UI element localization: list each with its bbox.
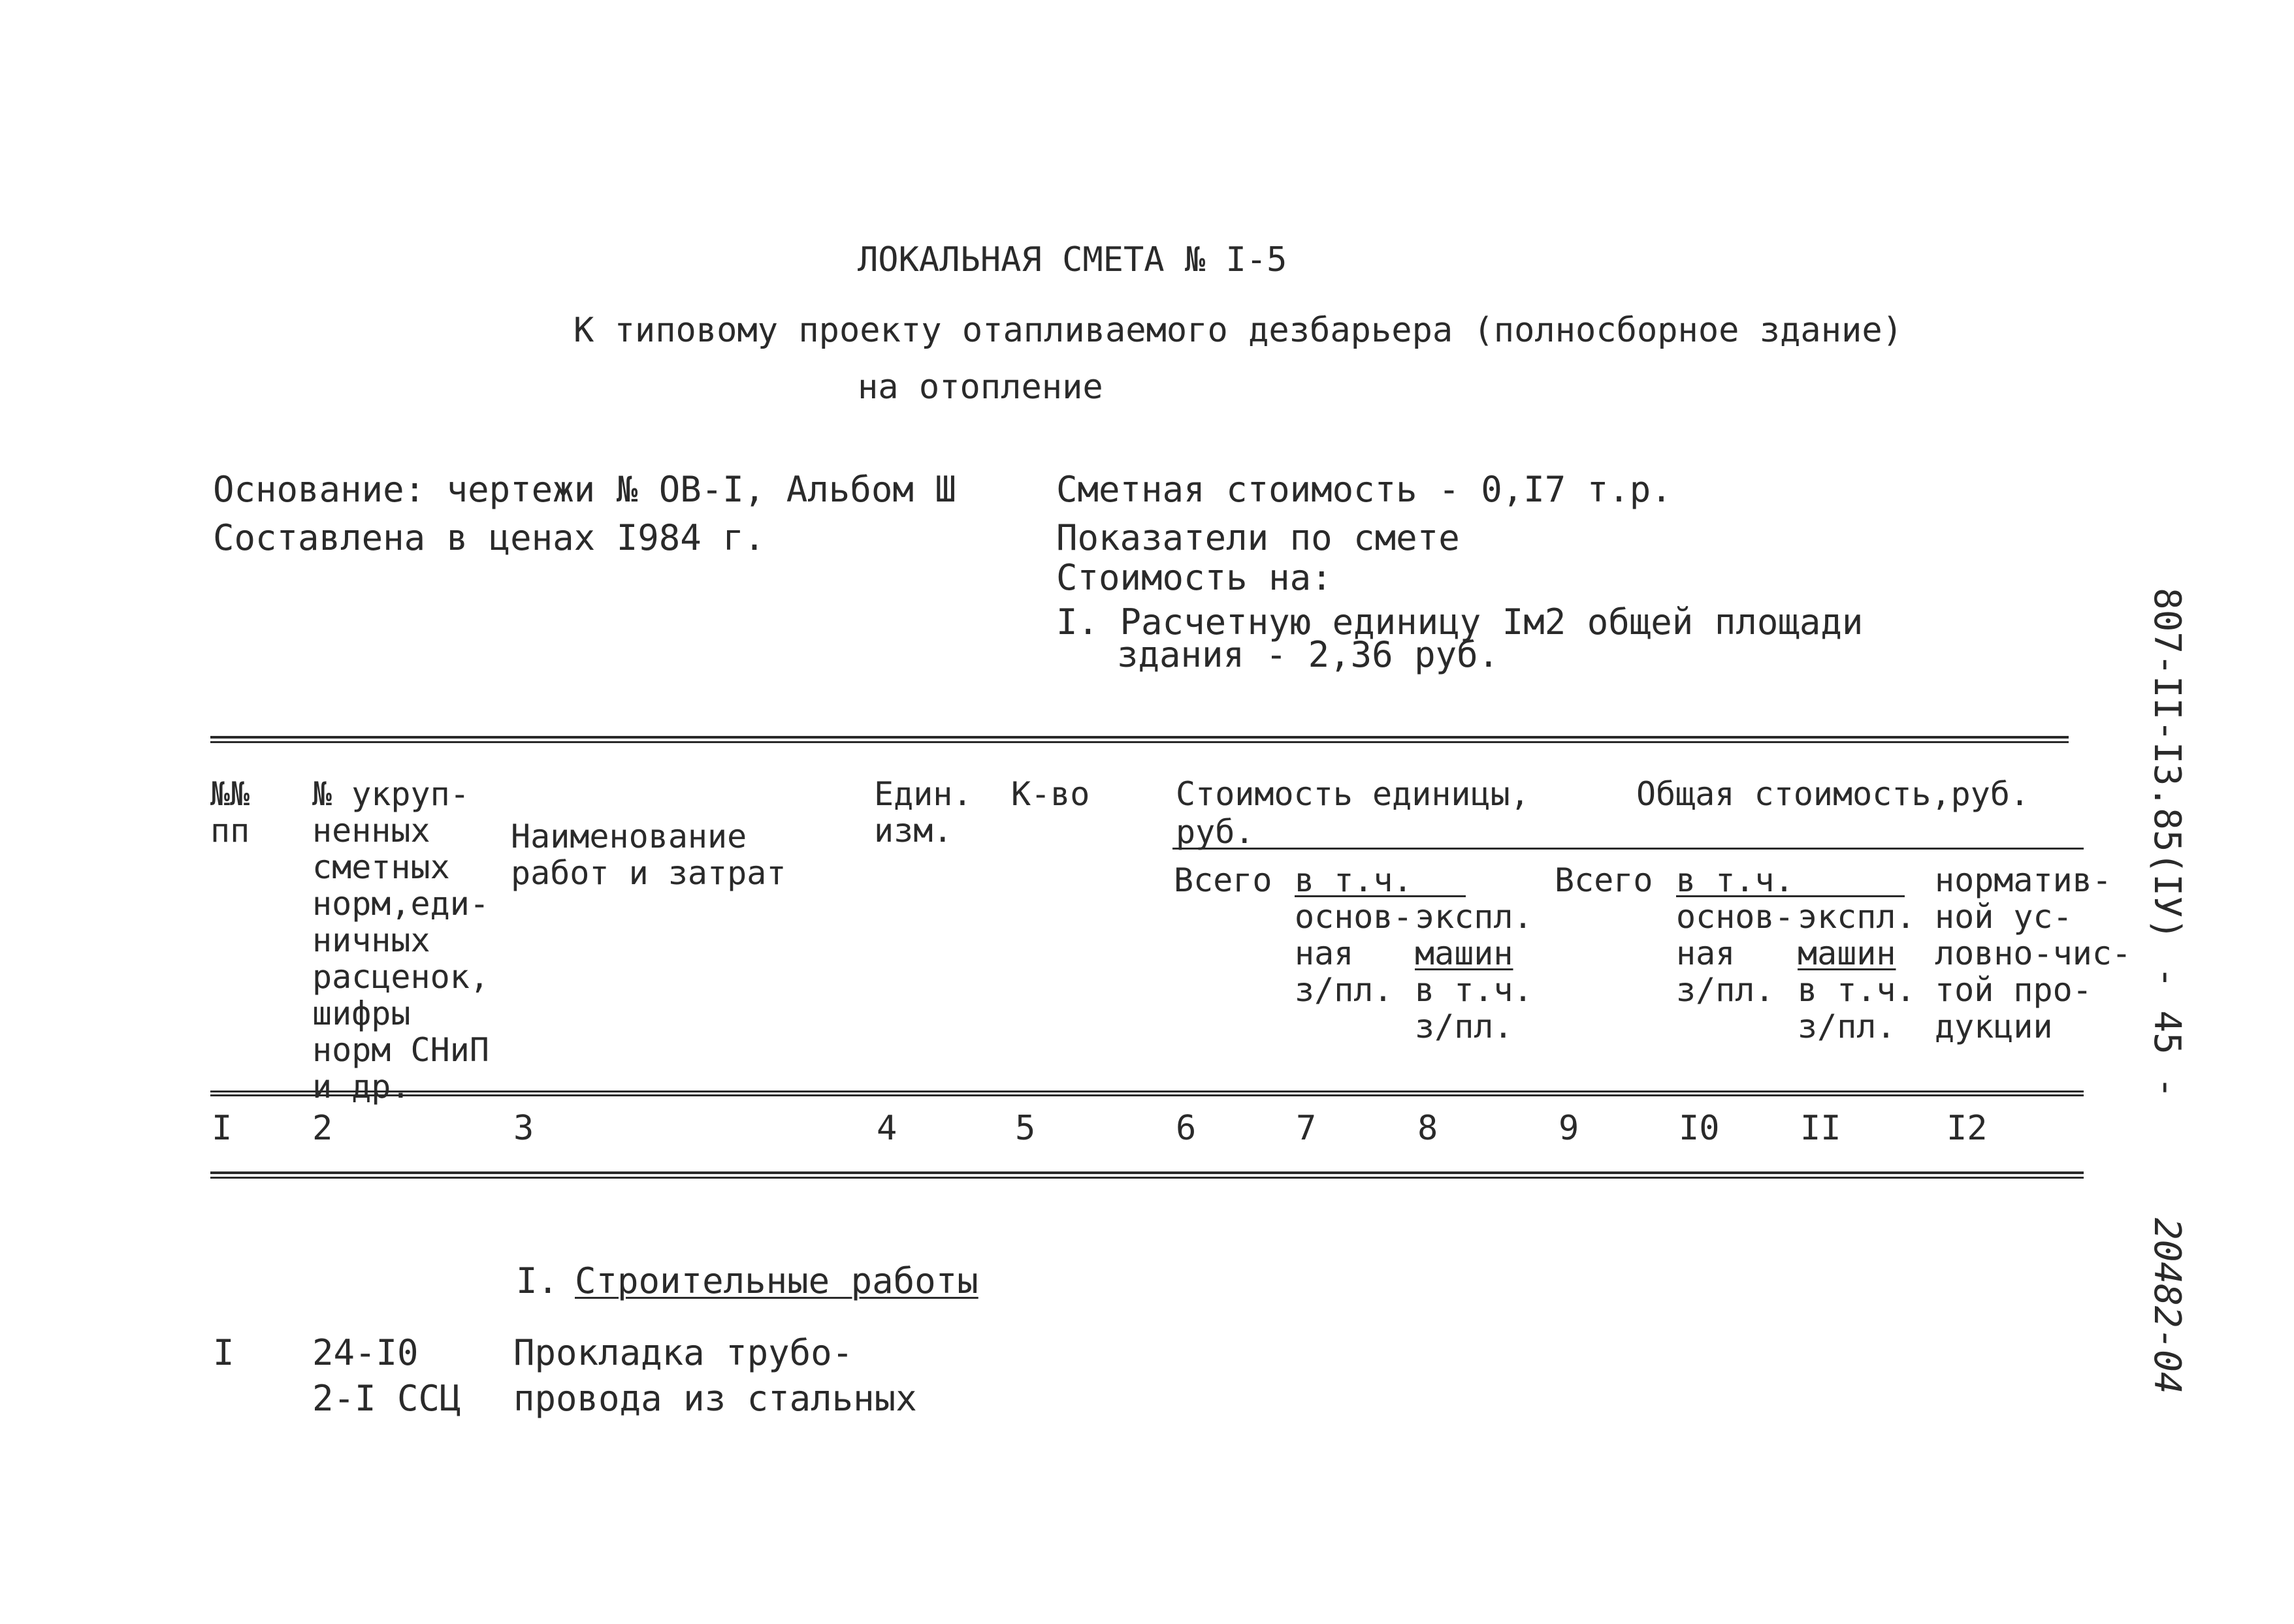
header-col11-operation: экспл. xyxy=(1798,898,1916,936)
header-col-name: Наименование работ и затрат xyxy=(511,818,786,892)
table-top-rule-2 xyxy=(210,741,2069,743)
header-unit-cost-group-unit: руб. xyxy=(1176,813,1255,851)
header-col8-operation: экспл. xyxy=(1415,898,1533,936)
header-col8-wage: в т.ч. з/пл. xyxy=(1415,971,1533,1045)
col-number-9: 9 xyxy=(1559,1109,1579,1148)
header-bottom-rule xyxy=(210,1091,2084,1092)
header-col12-net-product: норматив- ной ус- ловно-чис- той про- дукции xyxy=(1935,861,2132,1045)
col-number-12: I2 xyxy=(1947,1109,1988,1148)
document-title: ЛОКАЛЬНАЯ СМЕТА № I-5 xyxy=(858,240,1287,279)
inventory-number: 20482-04 xyxy=(2146,1218,2188,1394)
document-subtitle: К типовому проекту отапливаемого дезбарьера (полносборное здание) xyxy=(574,311,1903,350)
section-title: Строительные работы xyxy=(575,1260,978,1301)
header-col-unit: Един. изм. xyxy=(874,775,973,850)
col-number-5: 5 xyxy=(1015,1109,1036,1148)
header-unit-cost-group: Стоимость единицы, xyxy=(1176,775,1530,813)
header-col-code: № укруп- ненных сметных норм,еди- ничных расценок, шифры норм СНиП и др. xyxy=(312,775,489,1106)
header-col9-total: Всего xyxy=(1555,861,1653,899)
row-name-2: провода из стальных xyxy=(513,1378,917,1419)
indicators-text: Показатели по смете xyxy=(1056,517,1460,558)
col-number-10: I0 xyxy=(1679,1109,1720,1148)
col-number-2: 2 xyxy=(312,1109,333,1148)
header-col7-incl: в т.ч. xyxy=(1295,861,1413,899)
col-number-1: I xyxy=(212,1109,233,1148)
row-name-1: Прокладка трубо- xyxy=(513,1332,854,1373)
section-number: I. xyxy=(516,1260,559,1301)
header-col11-machines: машин xyxy=(1798,934,1896,972)
header-col-quantity: К-во xyxy=(1011,775,1090,813)
header-col10-basic-wage: основ- ная з/пл. xyxy=(1676,898,1794,1009)
header-col11-wage: в т.ч. з/пл. xyxy=(1798,971,1916,1045)
estimate-cost-text: Сметная стоимость - 0,I7 т.р. xyxy=(1056,469,1672,510)
row-code-1: 24-I0 xyxy=(312,1332,419,1373)
header-total-cost-group: Общая стоимость,руб. xyxy=(1636,775,2030,813)
col-number-3: 3 xyxy=(513,1109,534,1148)
header-col8-machines: машин xyxy=(1415,934,1513,972)
unit-cost-line-1: I. Расчетную единицу Iм2 общей площади xyxy=(1056,601,1864,643)
table-top-rule xyxy=(210,736,2069,739)
row-number: I xyxy=(213,1332,234,1373)
cost-on-text: Стоимость на: xyxy=(1056,557,1333,598)
col-number-4: 4 xyxy=(877,1109,897,1148)
header-col6-total: Всего xyxy=(1174,861,1272,899)
header-col7-basic-wage: основ- ная з/пл. xyxy=(1295,898,1413,1009)
header-bottom-rule-2 xyxy=(210,1094,2084,1096)
group-header-rule xyxy=(1172,848,2084,850)
basis-text: Основание: чертежи № ОВ-I, Альбом Ш xyxy=(213,469,956,510)
document-code: 807-II-I3.85(IУ) xyxy=(2146,588,2188,940)
unit-cost-line-2: здания - 2,36 руб. xyxy=(1117,634,1500,675)
col-number-8: 8 xyxy=(1417,1109,1438,1148)
prices-text: Составлена в ценах I984 г. xyxy=(213,517,766,558)
col-number-6: 6 xyxy=(1176,1109,1197,1148)
col-number-7: 7 xyxy=(1296,1109,1317,1148)
row-code-2: 2-I ССЦ xyxy=(312,1378,461,1419)
numbers-bottom-rule xyxy=(210,1171,2084,1174)
col-number-11: II xyxy=(1800,1109,1841,1148)
page-number: - 45 - xyxy=(2146,966,2188,1099)
document-subtitle-2: на отопление xyxy=(858,368,1103,407)
numbers-bottom-rule-2 xyxy=(210,1177,2084,1179)
header-col10-incl: в т.ч. xyxy=(1676,861,1794,899)
header-col-number: №№ пп xyxy=(210,775,250,850)
